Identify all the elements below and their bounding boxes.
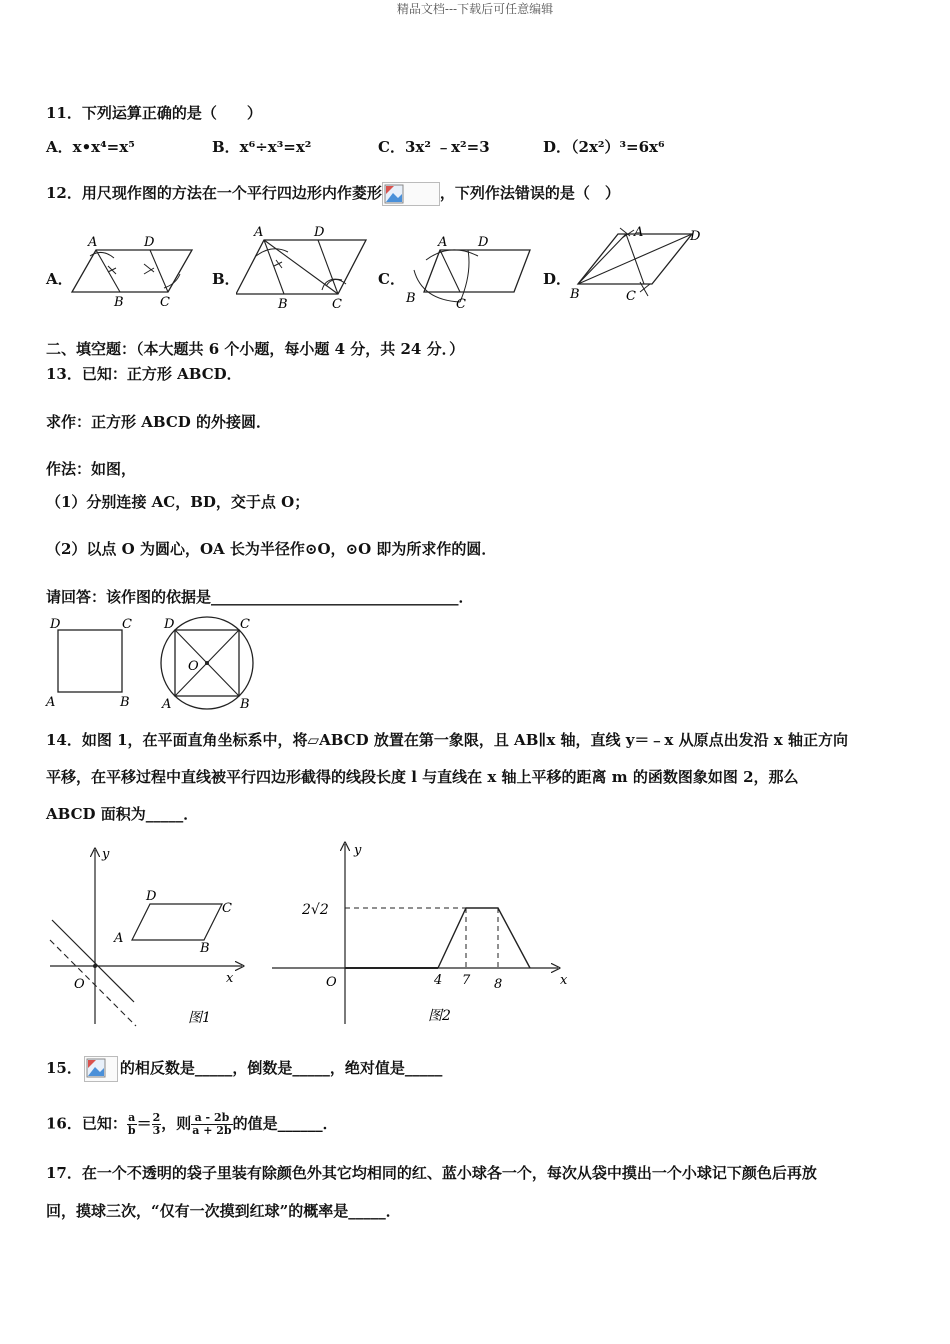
svg-text:A: A [254, 225, 264, 240]
svg-text:O: O [74, 977, 85, 992]
q11-option-c: C．3x² ﹣x²=3 [378, 138, 490, 156]
svg-text:A: A [114, 931, 124, 946]
q13-line-5: （2）以点 O 为圆心，OA 长为半径作⊙O，⊙O 即为所求作的圆． [46, 540, 497, 558]
svg-text:B: B [278, 297, 288, 310]
q12-label-b: B． [212, 270, 240, 288]
q11-option-d: D．（2x²）³=6x⁶ [543, 138, 665, 156]
q13-line-2: 求作：正方形 ABCD 的外接圆． [46, 413, 271, 431]
q12-figure-d [568, 222, 708, 310]
svg-text:A: A [634, 225, 644, 240]
svg-text:D: D [144, 235, 155, 250]
q13-line-1: 13．已知：正方形 ABCD． [46, 365, 242, 383]
svg-text:C: C [160, 295, 170, 310]
svg-text:A: A [438, 235, 448, 250]
q12-label-d: D． [543, 270, 572, 288]
svg-text:B: B [570, 287, 580, 302]
svg-text:C: C [332, 297, 342, 310]
q17-line-2: 回，摸球三次，“仅有一次摸到红球”的概率是_____． [46, 1202, 401, 1220]
svg-text:C: C [456, 297, 466, 312]
q16-fraction-expression: $\frac{a - 2b}{a + 2b}$ [192, 1111, 232, 1137]
svg-text:D: D [314, 225, 325, 240]
q14-line-3: ABCD 面积为_____． [46, 805, 199, 823]
q14-figure-2-x-tick: 8 [494, 977, 503, 992]
broken-image-icon [84, 1056, 118, 1082]
broken-image-icon [382, 182, 440, 206]
q12-stem-pre: 12．用尺现作图的方法在一个平行四边形内作菱形 [46, 184, 382, 202]
svg-text:A: A [162, 697, 172, 712]
q16-mid: ，则 [161, 1114, 192, 1133]
q15-line [46, 1056, 442, 1082]
q14-figure-2-caption: 图2 [428, 1008, 451, 1024]
q12-label-a: A． [46, 270, 73, 288]
q15-text: 的相反数是_____，倒数是_____，绝对值是_____ [119, 1059, 443, 1077]
svg-text:C: C [240, 617, 250, 632]
svg-text:B: B [120, 695, 130, 710]
q15-number: 15． [46, 1059, 82, 1077]
q14-figure-2 [268, 838, 580, 1028]
svg-text:D: D [50, 617, 61, 632]
q14-figure-1-caption: 图1 [188, 1010, 211, 1026]
svg-text:y: y [102, 847, 110, 862]
q16-equals: ＝ [136, 1114, 152, 1133]
svg-text:x: x [226, 971, 234, 986]
svg-text:D: D [146, 889, 157, 904]
q13-square-figure [44, 614, 138, 710]
page-header: 精品文档---下载后可任意编辑 [396, 2, 554, 16]
svg-text:A: A [46, 695, 56, 710]
q12-figure-b [236, 222, 370, 310]
q13-line-3: 作法：如图， [46, 460, 137, 478]
svg-text:C: C [222, 901, 232, 916]
q11-stem: 11．下列运算正确的是（ ） [46, 104, 262, 122]
svg-text:D: D [478, 235, 489, 250]
q13-circumcircle-figure [156, 612, 260, 712]
svg-text:D: D [690, 229, 701, 244]
q14-line-2: 平移，在平移过程中直线被平行四边形截得的线段长度 l 与直线在 x 轴上平移的距离 m 的函数图象如图 2，那么 [46, 768, 799, 786]
q13-line-6: 请回答：该作图的依据是_________________________________． [46, 588, 474, 606]
svg-text:O: O [188, 659, 199, 674]
svg-text:D: D [164, 617, 175, 632]
svg-text:O: O [326, 975, 337, 990]
q11-option-b: B．x⁶÷x³=x² [212, 138, 312, 156]
q14-figure-2-y-tick: 2√2 [302, 902, 329, 918]
svg-text:B: B [200, 941, 210, 956]
q13-line-4: （1）分别连接 AC，BD，交于点 O； [46, 493, 310, 511]
q14-figure-1 [46, 842, 250, 1028]
q14-figure-2-x-tick: 4 [434, 973, 443, 988]
q12-stem [46, 182, 620, 206]
q16-fraction-2-over-3: $\frac{2}{3}$ [152, 1111, 161, 1137]
svg-text:x: x [560, 973, 568, 988]
svg-text:B: B [240, 697, 250, 712]
q16-prefix: 16．已知： [46, 1114, 127, 1133]
q17-line-1: 17．在一个不透明的袋子里装有除颜色外其它均相同的红、蓝小球各一个，每次从袋中摸出一个小球记下颜色后再放 [46, 1164, 817, 1182]
q14-line-1: 14．如图 1，在平面直角坐标系中，将▱ABCD 放置在第一象限，且 AB∥x 轴，直线 y＝﹣x 从原点出发沿 x 轴正方向 [46, 731, 848, 749]
q16-line [46, 1112, 338, 1137]
svg-text:y: y [354, 843, 362, 858]
q14-figure-2-x-tick: 7 [462, 973, 471, 988]
q16-fraction-a-over-b: $\frac{a}{b}$ [127, 1111, 136, 1137]
section-2-heading: 二、填空题：（本大题共 6 个小题，每小题 4 分，共 24 分．） [46, 340, 465, 358]
q12-label-c: C． [378, 270, 405, 288]
q12-stem-post: ，下列作法错误的是（ ） [439, 184, 620, 202]
svg-text:A: A [88, 235, 98, 250]
svg-text:B: B [114, 295, 124, 310]
q11-option-a: A．x•x⁴=x⁵ [46, 138, 135, 156]
q12-figure-a [68, 228, 198, 310]
q16-suffix: 的值是______． [232, 1114, 338, 1133]
svg-text:C: C [626, 289, 636, 304]
q12-figure-c [400, 230, 534, 312]
svg-text:C: C [122, 617, 132, 632]
svg-text:B: B [406, 291, 416, 306]
